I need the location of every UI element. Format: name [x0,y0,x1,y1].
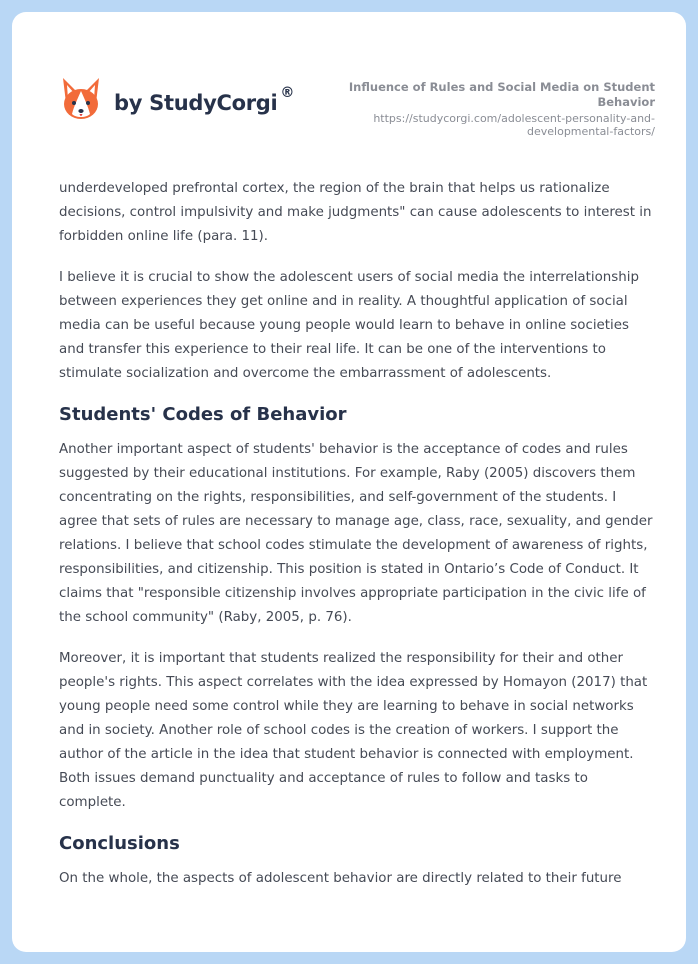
studycorgi-logo[interactable] [60,76,294,122]
paragraph: Moreover, it is important that students realized the responsibility for their and other people's rights. This aspect correlates with the idea expressed by Homayon (2017) that young people need some control while they are learning to behave in social networks and in society. Another role of school codes is the creation of workers. I support the author of the article in the idea that student behavior is connected with employment. Both issues demand punctuality and acceptance of rules to follow and tasks to complete. [59,651,648,810]
paragraph: I believe it is crucial to show the adolescent users of social media the interrelationship between experiences they get online and in reality. A thoughtful application of social media can be useful because young people would learn to behave in online societies and transfer this experience to their real life. It can be one of the interventions to stimulate socialization and overcome the embarrassment of adolescents. [59,270,639,381]
paragraph: On the whole, the aspects of adolescent behavior are directly related to their future [59,871,622,886]
document-body [59,177,657,908]
document-meta [295,80,655,138]
paragraph: underdeveloped prefrontal cortex, the region of the brain that helps us rationalize decisions, control impulsivity and make judgments" can cause adolescents to interest in forbidden online life (para. 11). [59,181,652,244]
section-heading: Conclusions [59,833,180,854]
page-header [12,12,686,152]
document-title: Influence of Rules and Social Media on Student Behavior [348,80,655,109]
section-heading: Students' Codes of Behavior [59,404,347,425]
corgi-logo-icon [60,76,102,122]
paragraph: Another important aspect of students' behavior is the acceptance of codes and rules suggested by their educational institutions. For example, Raby (2005) discovers them concentrating on the rights, responsibilities, and self-government of the students. I agree that sets of rules are necessary to manage age, class, race, sexuality, and gender relations. I believe that school codes stimulate the development of awareness of rights, responsibilities, and citizenship. This position is stated in Ontario’s Code of Conduct. It claims that "responsible citizenship involves appropriate participation in the civic life of the school community" (Raby, 2005, p. 76). [59,442,653,625]
document-url[interactable]: https://studycorgi.com/adolescent-personality-and- developmental-factors/ [373,112,655,138]
document-page [12,12,686,952]
brand-name: by StudyCorgi ® [114,85,295,115]
